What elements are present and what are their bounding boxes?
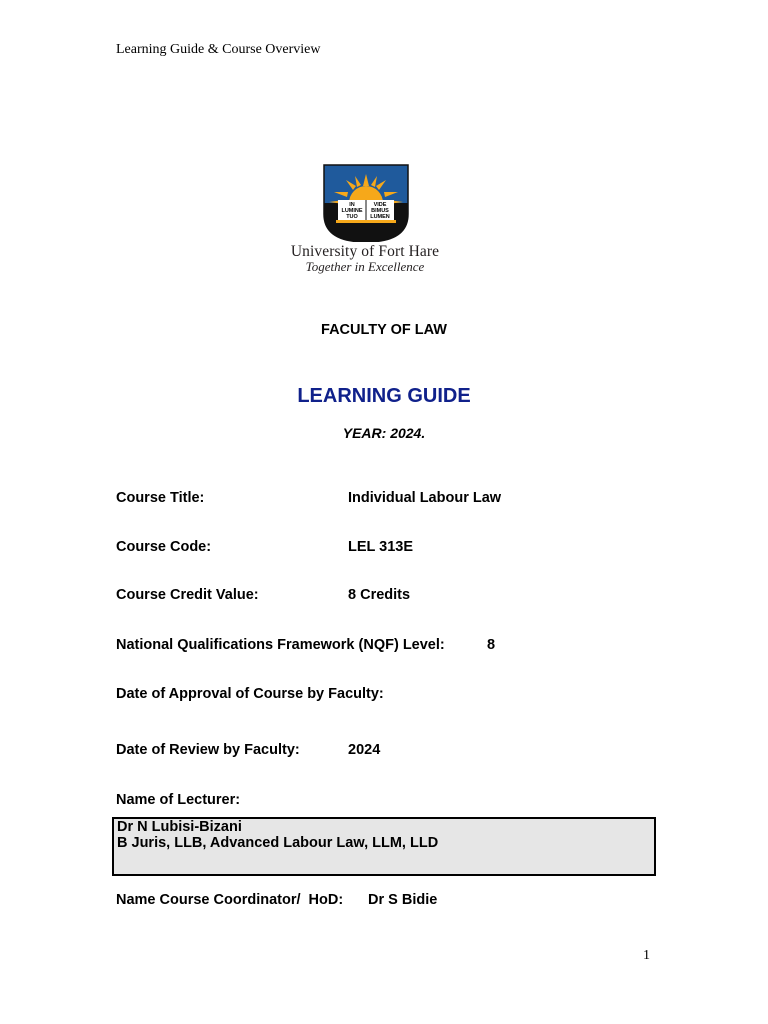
university-crest-icon: [278, 162, 458, 242]
lecturer-name: Dr N Lubisi-Bizani: [117, 819, 242, 835]
crest-book-text: LUMINE: [341, 208, 363, 214]
lecturer-label: Name of Lecturer:: [116, 792, 241, 808]
running-header: Learning Guide & Course Overview: [116, 42, 321, 57]
coordinator-value: Dr S Bidie: [368, 892, 438, 908]
crest-book-text: TUO: [346, 214, 358, 220]
lecturer-details-box: [112, 817, 656, 876]
credit-value-label: Course Credit Value:: [116, 587, 259, 603]
lecturer-qualifications: B Juris, LLB, Advanced Labour Law, LLM, LLD: [117, 835, 439, 851]
nqf-level-label: National Qualifications Framework (NQF) Level:: [116, 637, 445, 653]
year-line: YEAR: 2024.: [342, 425, 426, 441]
crest-book-text: VIDE: [373, 202, 387, 208]
course-title-label: Course Title:: [116, 490, 205, 506]
coordinator-label: Name Course Coordinator/ HoD:: [116, 892, 344, 908]
approval-date-label: Date of Approval of Course by Faculty:: [116, 686, 384, 702]
document-title: LEARNING GUIDE: [297, 385, 471, 407]
faculty-heading: FACULTY OF LAW: [321, 322, 447, 338]
university-motto: Together in Excellence: [305, 259, 425, 274]
page-number: 1: [643, 948, 650, 963]
course-code-label: Course Code:: [116, 539, 212, 555]
university-name: University of Fort Hare: [290, 243, 440, 260]
crest-book-text: BIMUS: [371, 208, 389, 214]
nqf-level-value: 8: [487, 637, 496, 653]
crest-book-text: IN: [349, 202, 355, 208]
course-title-value: Individual Labour Law: [348, 490, 502, 506]
review-date-label: Date of Review by Faculty:: [116, 742, 300, 758]
credit-value-value: 8 Credits: [348, 587, 411, 603]
course-code-value: LEL 313E: [348, 539, 414, 555]
crest-book-text: LUMEN: [370, 214, 390, 220]
review-date-value: 2024: [348, 742, 381, 758]
